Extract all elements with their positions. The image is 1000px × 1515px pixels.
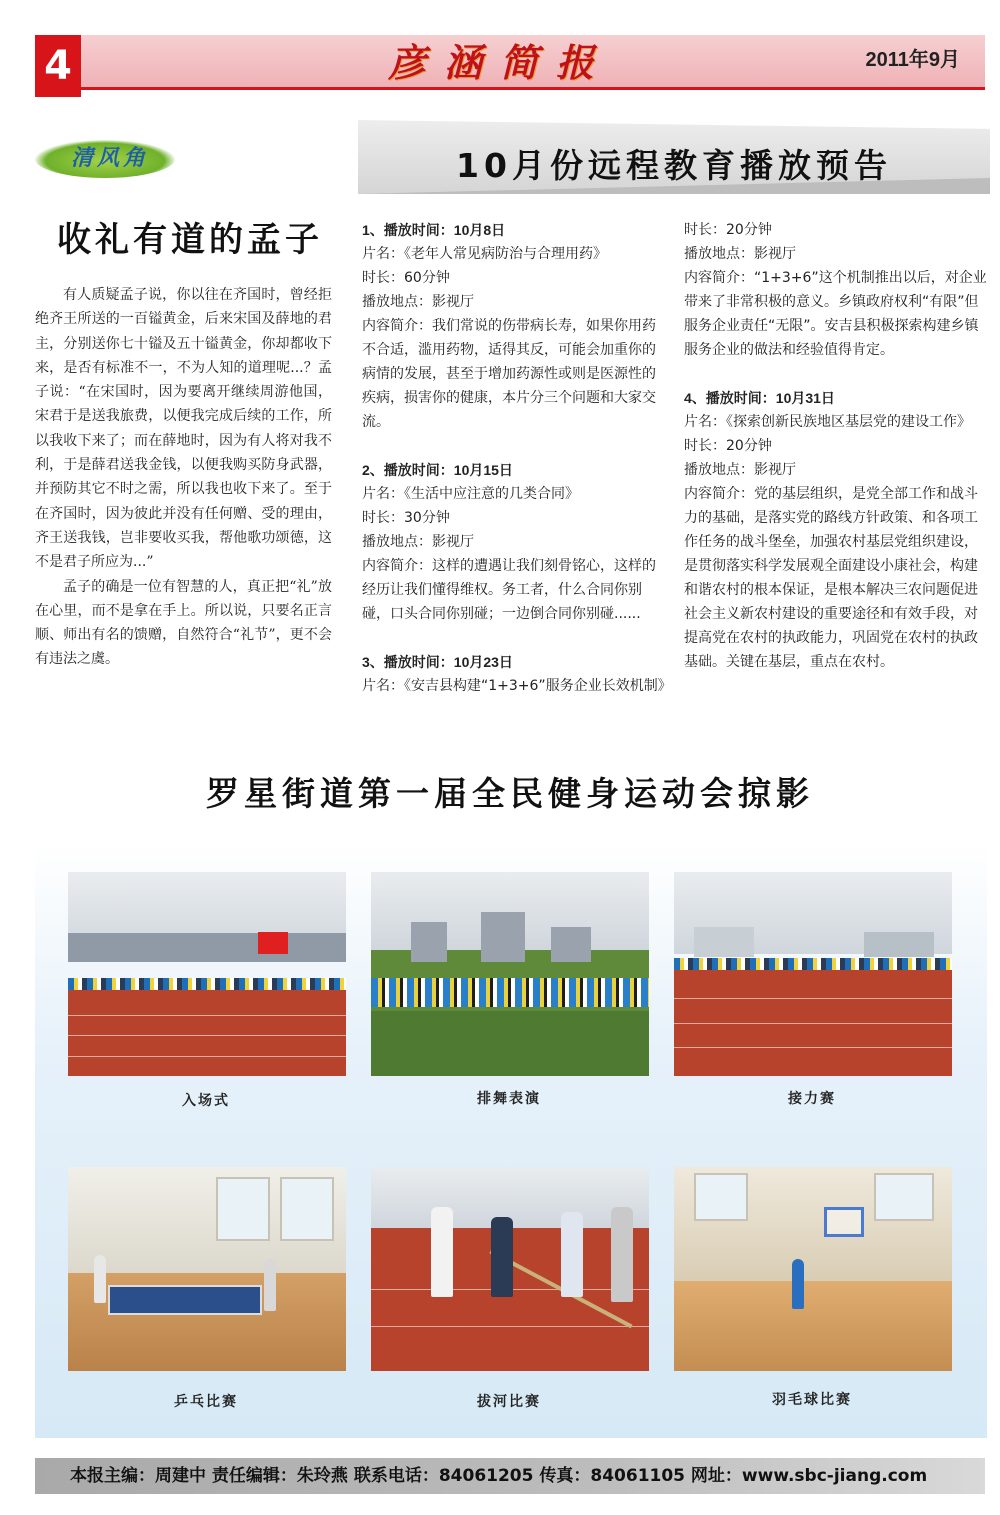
- program-item-film: 片名：《探索创新民族地区基层党的建设工作》: [684, 414, 971, 430]
- program-item-film: 片名：《生活中应注意的几类合同》: [362, 486, 579, 502]
- program-item-summary: 内容简介：这样的遭遇让我们刻骨铭心，这样的经历让我们懂得维权。务工者，什么合同你别碰，口头合同你别碰；一边倒合同你别碰......: [362, 558, 656, 622]
- article-paragraph: 有人质疑孟子说，你以往在齐国时，曾经拒绝齐王所送的一百镒黄金，后来宋国及薛地的君主，分别送你七十镒及五十镒黄金，你却都收下来，是否有标准不一，不为人知的道理呢...？孟子说：“在宋国时，因为要离开继续周游他国，宋君于是送我旅费，以便我完成后续的工作，所以我收下来了；而在薛地时，因为有人将对我不利，于是薛君送我金钱，以便我购买防身武器，并预防其它不时之需，所以我也收下来了。至于在齐国时，因为彼此并没有任何赠、受的理由，齐王送我钱，岂非要收买我，帮他歌功颂德，这不是君子所应为...”: [35, 287, 332, 571]
- caption-table-tennis: 乒乓比赛: [174, 1394, 238, 1410]
- article-title: 收礼有道的孟子: [57, 220, 323, 260]
- program-item-2: [362, 458, 667, 626]
- caption-line-dance: 排舞表演: [477, 1091, 541, 1107]
- article-paragraph: 孟子的确是一位有智慧的人，真正把“礼”放在心里，而不是拿在手上。所以说，只要名正言顺、师出有名的馈赠，自然符合“礼节”，更不会有违法之虞。: [35, 578, 332, 668]
- photo-tug-of-war: [371, 1167, 649, 1371]
- program-item-3-continued: [684, 218, 988, 362]
- program-item-head: 3、播放时间：10月23日: [362, 654, 513, 670]
- program-item-film: 片名：《老年人常见病防治与合理用药》: [362, 246, 607, 262]
- program-item-duration: 时长：20分钟: [684, 222, 772, 238]
- program-item-place: 播放地点：影视厅: [684, 462, 796, 478]
- photo-opening-ceremony: [68, 872, 346, 1076]
- program-item-4: [684, 386, 988, 674]
- gallery-title: 罗星街道第一届全民健身运动会掠影: [206, 774, 814, 813]
- footer-credits: 本报主编：周建中 责任编辑：朱玲燕 联系电话：84061205 传真：84061105 网址：www.sbc-jiang.com: [70, 1466, 928, 1486]
- program-item-place: 播放地点：影视厅: [684, 246, 796, 262]
- article-body: [35, 283, 332, 672]
- caption-relay: 接力赛: [788, 1091, 836, 1107]
- issue-date: 2011年9月: [865, 49, 960, 71]
- photo-table-tennis: [68, 1167, 346, 1371]
- program-title: 10月份远程教育播放预告: [456, 146, 892, 185]
- masthead-title: 彦涵简报: [387, 40, 612, 85]
- photo-relay: [674, 872, 952, 1076]
- program-item-duration: 时长：60分钟: [362, 270, 450, 286]
- program-item-duration: 时长：20分钟: [684, 438, 772, 454]
- program-item-head: 2、播放时间：10月15日: [362, 462, 513, 478]
- program-item-film: 片名：《安吉县构建“1+3+6”服务企业长效机制》: [362, 678, 672, 694]
- corner-badge: 清风角: [70, 146, 149, 171]
- caption-badminton: 羽毛球比赛: [772, 1392, 852, 1408]
- program-item-summary: 内容简介：我们常说的伤带病长寿，如果你用药不合适，滥用药物，适得其反，可能会加重你的病情的发展，甚至于增加药源性或则是医源性的疾病，损害你的健康，本片分三个问题和大家交流。: [362, 318, 656, 430]
- page-number: 4: [35, 35, 81, 97]
- caption-opening-ceremony: 入场式: [182, 1093, 230, 1109]
- program-item-duration: 时长：30分钟: [362, 510, 450, 526]
- program-item-summary: 内容简介：党的基层组织，是党全部工作和战斗力的基础，是落实党的路线方针政策、和各项工作任务的战斗堡垒，加强农村基层党组织建设，是贯彻落实科学发展观全面建设小康社会，构建和谐农村的根本保证，是根本解决三农问题促进社会主义新农村建设的重要途径和有效手段，对提高党在农村的执政能力，巩固党在农村的执政基础。关键在基层，重点在农村。: [684, 486, 978, 670]
- caption-tug-of-war: 拔河比赛: [477, 1394, 541, 1410]
- program-item-1: [362, 218, 667, 434]
- program-item-3: [362, 650, 672, 698]
- program-item-head: 1、播放时间：10月8日: [362, 222, 506, 238]
- program-column-middle: [362, 218, 672, 698]
- program-item-head: 4、播放时间：10月31日: [684, 390, 835, 406]
- photo-line-dance: [371, 872, 649, 1076]
- photo-badminton: [674, 1167, 952, 1371]
- program-item-place: 播放地点：影视厅: [362, 294, 474, 310]
- program-item-summary: 内容简介：“1+3+6”这个机制推出以后，对企业带来了非常积极的意义。乡镇政府权利“有限”但服务企业责任“无限”。安吉县积极探索构建乡镇服务企业的做法和经验值得肯定。: [684, 270, 987, 358]
- program-column-right: [684, 218, 988, 674]
- program-item-place: 播放地点：影视厅: [362, 534, 474, 550]
